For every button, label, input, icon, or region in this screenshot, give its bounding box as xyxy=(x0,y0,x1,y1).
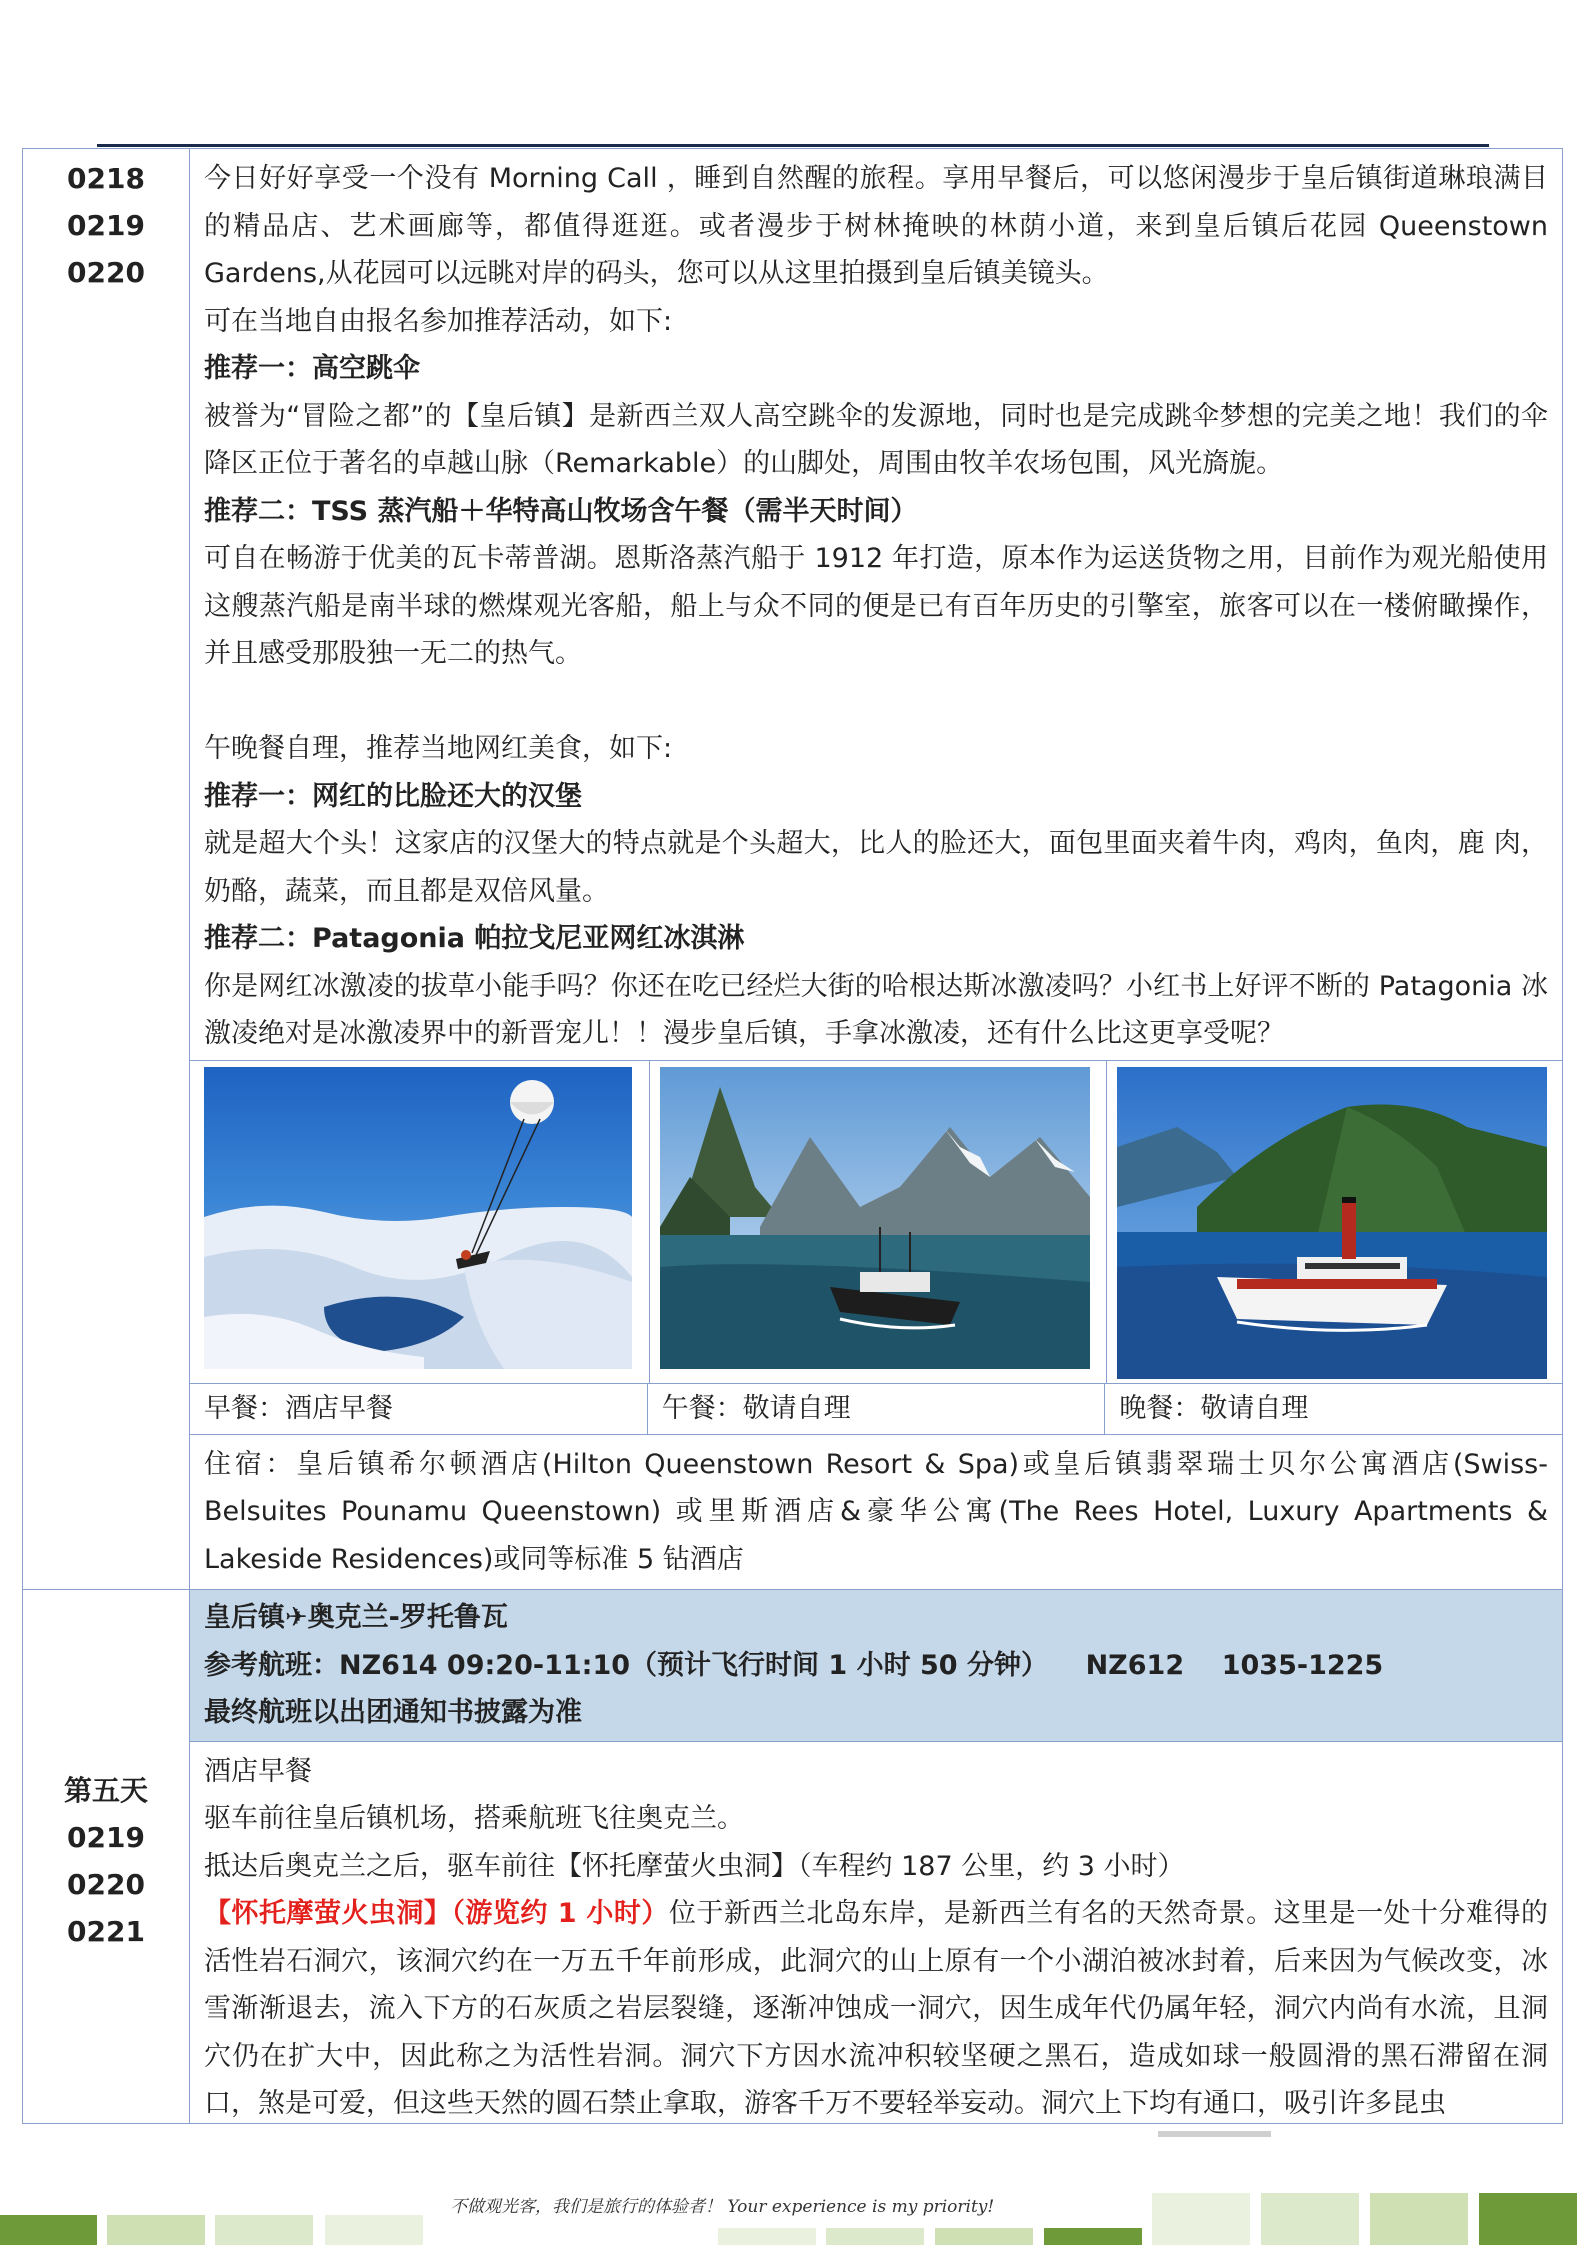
blank-line xyxy=(204,678,1548,726)
rec1-title: 推荐一：高空跳伞 xyxy=(204,353,420,384)
rec2-title: 推荐二：TSS 蒸汽船＋华特高山牧场含午餐（需半天时间） xyxy=(204,495,918,527)
day4-date-cell xyxy=(23,149,190,1590)
cave-title: 【怀托摩萤火虫洞】（游览约 1 小时） xyxy=(204,1898,669,1929)
day5-date-cell xyxy=(23,1590,190,2124)
day5-content-cell xyxy=(190,1590,1563,2124)
day4-date-1: 0218 xyxy=(67,162,145,195)
flight-block xyxy=(190,1590,1562,1741)
footer-block-9 xyxy=(1152,2193,1250,2245)
meal-breakfast: 早餐：酒店早餐 xyxy=(190,1384,648,1434)
photo-milford-cell xyxy=(650,1061,1106,1383)
day4-content-cell xyxy=(190,149,1563,1590)
meal-dinner: 晚餐：敬请自理 xyxy=(1119,1392,1309,1424)
footer-block-8 xyxy=(1044,2228,1142,2245)
footer-slogan: 不做观光客，我们是旅行的体验者！ Your experience is my priority! xyxy=(450,2197,995,2217)
footer-block-5 xyxy=(718,2228,816,2245)
photo-skydive-cell xyxy=(190,1061,650,1383)
day5-date-2: 0220 xyxy=(67,1868,145,1902)
day5-line2: 抵达后奥克兰之后，驱车前往【怀托摩萤火虫洞】（车程约 187 公里，约 3 小时） xyxy=(204,1850,1185,1882)
footer-block-7 xyxy=(935,2228,1033,2245)
day4-date-2: 0219 xyxy=(67,209,145,242)
itinerary-table xyxy=(22,148,1563,2124)
footer-block-2 xyxy=(107,2215,205,2245)
header-rule xyxy=(97,144,1489,147)
footer-block-1 xyxy=(0,2215,97,2245)
day5-date-1: 0219 xyxy=(67,1821,145,1855)
flight-info: 参考航班：NZ614 09:20-11:10（预计飞行时间 1 小时 50 分钟） NZ612 1035-1225 xyxy=(204,1649,1384,1681)
day4-date-3: 0220 xyxy=(67,256,145,289)
cave-text: 位于新西兰北岛东岸，是新西兰有名的天然奇景。这里是一处十分难得的活性岩石洞穴，该洞穴约在一万五千年前形成，此洞穴的山上原有一个小湖泊被冰封着，后来因为气候改变，冰雪渐渐退去，流入下方的石灰质之岩层裂缝，逐渐冲蚀成一洞穴，因生成年代仍属年轻，洞穴内尚有水流，且洞穴仍在扩大中，因此称之为活性岩洞。洞穴下方因水流冲积较坚硬之黑石，造成如球一般圆滑的黑石滞留在洞口，煞是可爱，但这些天然的圆石禁止拿取，游客千万不要轻举妄动。洞穴上下均有通口，吸引许多昆虫 xyxy=(204,1898,1548,2119)
day4-activities-intro: 可在当地自由报名参加推荐活动，如下: xyxy=(204,305,673,337)
rec2-text: 可自在畅游于优美的瓦卡蒂普湖。恩斯洛蒸汽船于 1912 年打造，原本作为运送货物之用，目前作为观光船使用这艘蒸汽船是南半球的燃煤观光客船，船上与众不同的便是已有百年历史的引擎室，旅客可以在一楼俯瞰操作，并且感受那股独一无二的热气。 xyxy=(204,543,1548,669)
cave-paragraph xyxy=(204,1890,1548,2123)
page-marker xyxy=(1158,2131,1271,2137)
rec1-text: 被誉为“冒险之都”的【皇后镇】是新西兰双人高空跳伞的发源地，同时也是完成跳伞梦想的完美之地！我们的伞降区正位于著名的卓越山脉（Remarkable）的山脚处，周围由牧羊农场包围，风光旖旎。 xyxy=(204,400,1548,479)
day4-row xyxy=(23,149,1563,1590)
day5-row xyxy=(23,1590,1563,2124)
steamship-photo xyxy=(1117,1067,1547,1379)
footer-block-11 xyxy=(1370,2193,1468,2245)
route-title: 皇后镇✈奥克兰-罗托鲁瓦 xyxy=(204,1602,508,1633)
footer-block-12 xyxy=(1479,2193,1577,2245)
footer-block-6 xyxy=(826,2228,924,2245)
day5-date-3: 0221 xyxy=(67,1915,145,1949)
day5-line1: 驱车前往皇后镇机场，搭乘航班飞往奥克兰。 xyxy=(204,1803,744,1834)
footer-block-3 xyxy=(215,2215,313,2245)
photo-row xyxy=(190,1060,1562,1383)
milford-sound-photo xyxy=(660,1067,1090,1369)
footer-block-4 xyxy=(325,2215,423,2245)
food1-title: 推荐一：网红的比脸还大的汉堡 xyxy=(204,780,582,812)
food1-text: 就是超大个头！这家店的汉堡大的特点就是个头超大，比人的脸还大，面包里面夹着牛肉，鸡肉，鱼肉，鹿 肉，奶酪，蔬菜，而且都是双倍风量。 xyxy=(204,828,1548,907)
meals-row xyxy=(190,1383,1562,1434)
food-intro: 午晚餐自理，推荐当地网红美食，如下: xyxy=(204,733,673,764)
food2-title: 推荐二：Patagonia 帕拉戈尼亚网红冰淇淋 xyxy=(204,923,745,954)
day4-intro-paragraph: 今日好好享受一个没有 Morning Call ，睡到自然醒的旅程。享用早餐后，可以悠闲漫步于皇后镇街道琳琅满目的精品店、艺术画廊等，都值得逛逛。或者漫步于树林掩映的林荫小道，来到皇后镇后花园 Queenstown Gardens,从花园可以远眺对岸的码头，您可以从这里拍摄到皇后镇美镜头。 xyxy=(204,163,1548,289)
flight-note: 最终航班以出团通知书披露为准 xyxy=(204,1697,582,1728)
day5-label: 第五天 xyxy=(63,1774,148,1808)
food2-text: 你是网红冰激凌的拔草小能手吗？你还在吃已经烂大街的哈根达斯冰激凌吗？小红书上好评不断的 Patagonia 冰激凌绝对是冰激凌界中的新晋宠儿！！漫步皇后镇，手拿冰激凌，还有什么比这更享受呢？ xyxy=(204,970,1548,1049)
footer-block-10 xyxy=(1261,2193,1359,2245)
day5-breakfast: 酒店早餐 xyxy=(204,1755,312,1787)
day5-body xyxy=(190,1741,1562,2123)
photo-steamship-cell xyxy=(1107,1061,1562,1383)
hotel-block xyxy=(190,1434,1562,1590)
skydive-photo xyxy=(204,1067,632,1369)
hotel-text: 住宿：皇后镇希尔顿酒店(Hilton Queenstown Resort & Spa)或皇后镇翡翠瑞士贝尔公寓酒店(Swiss-Belsuites Pounamu Queenstown) 或里斯酒店&豪华公寓(The Rees Hotel, Luxury Apartments & Lakeside Residences)或同等标准 5 钻酒店 xyxy=(204,1448,1548,1575)
meal-lunch: 午餐：敬请自理 xyxy=(648,1384,1106,1434)
